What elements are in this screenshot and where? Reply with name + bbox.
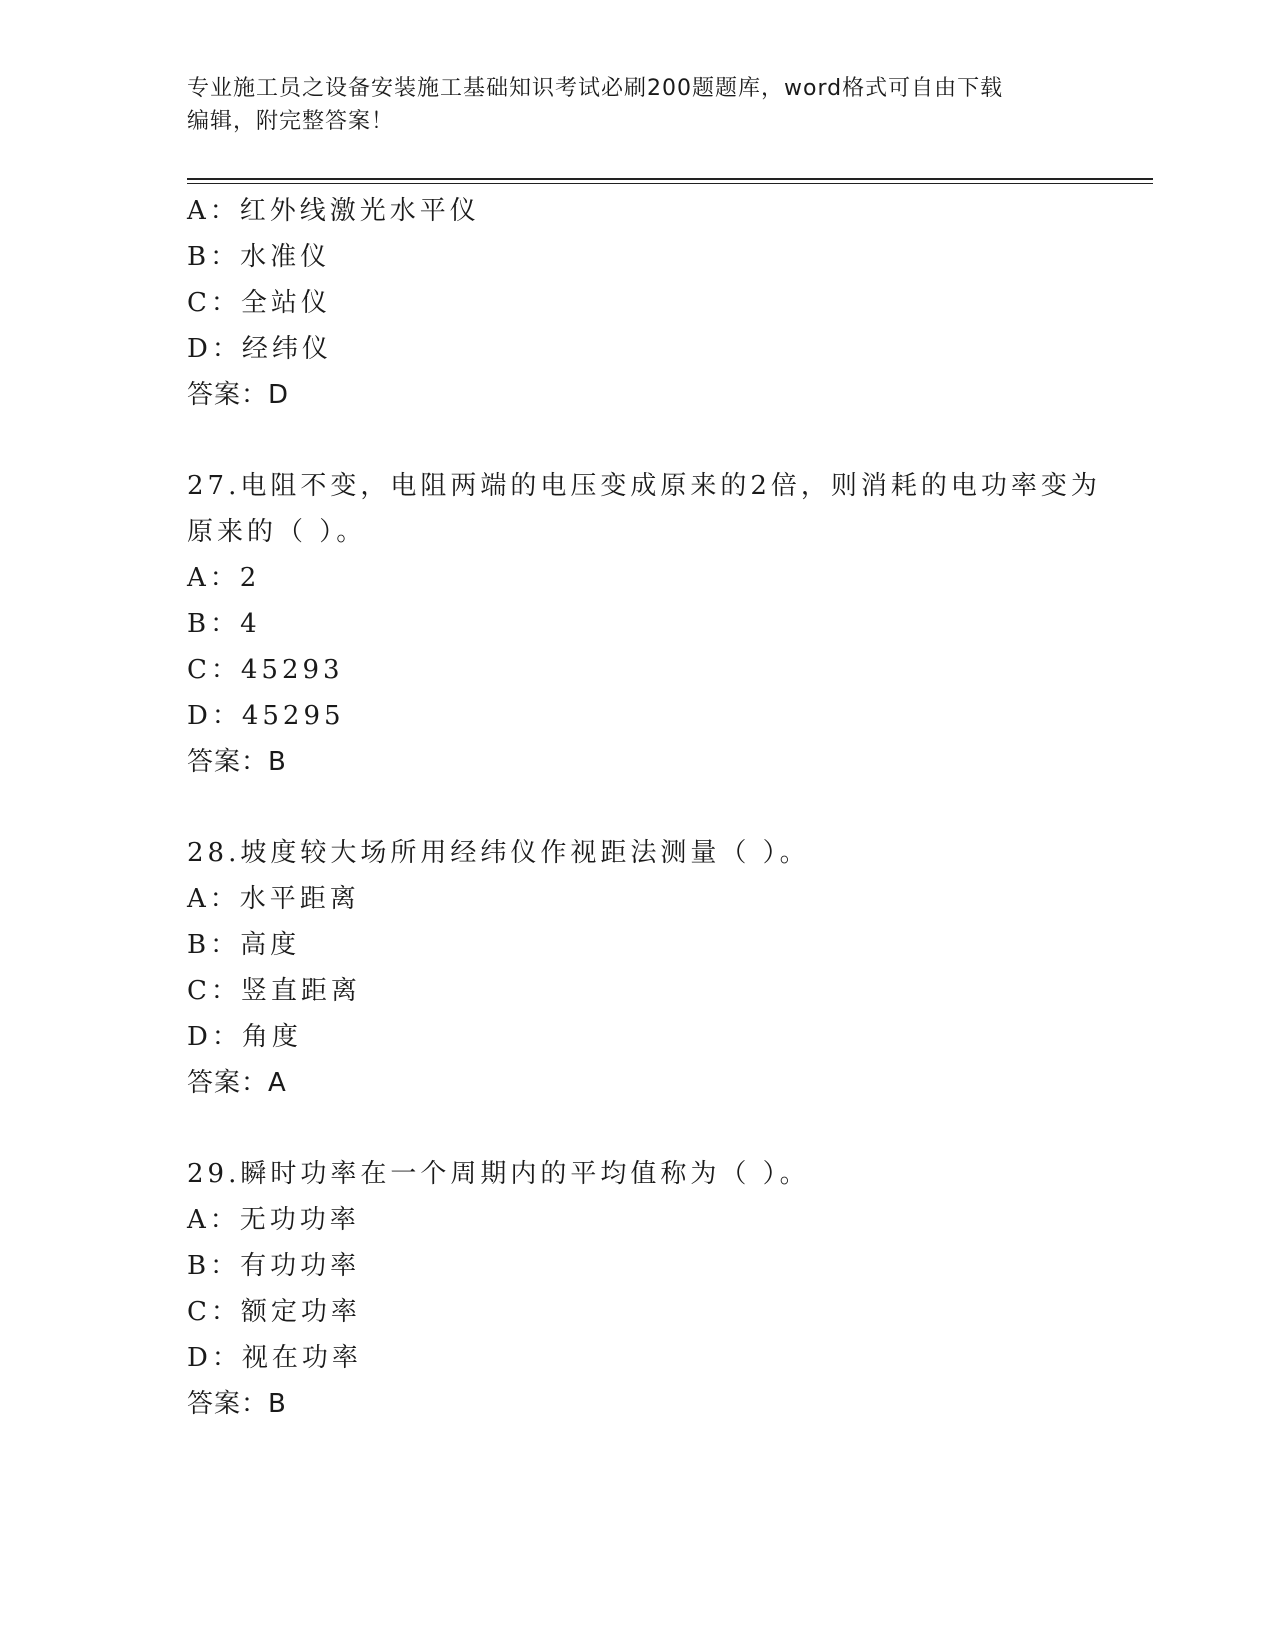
question-29	[187, 1151, 1087, 1427]
question-27	[187, 463, 1101, 785]
header-line-1: 专业施工员之设备安装施工基础知识考试必刷200题题库，word格式可自由下载	[187, 76, 1004, 101]
answer: 答案：B	[187, 747, 287, 777]
option-d: D：经纬仪	[187, 334, 332, 364]
answer: 答案：D	[187, 380, 290, 410]
header-divider-thin	[187, 183, 1153, 184]
spacer	[187, 1106, 1087, 1151]
answer: 答案：A	[187, 1068, 287, 1098]
question-stem: 28.坡度较大场所用经纬仪作视距法测量（ ）。	[187, 838, 810, 868]
option-a: A：红外线激光水平仪	[187, 196, 480, 226]
option-d: D：45295	[187, 701, 345, 731]
question-28	[187, 830, 1087, 1106]
option-d: D：视在功率	[187, 1343, 362, 1373]
spacer	[187, 785, 1087, 830]
option-b: B：水准仪	[187, 242, 331, 272]
document-header	[187, 72, 1067, 138]
option-c: C：竖直距离	[187, 976, 361, 1006]
header-line-2: 编辑，附完整答案！	[187, 109, 395, 134]
question-list	[187, 188, 1101, 1427]
option-c: C：全站仪	[187, 288, 331, 318]
option-a: A：水平距离	[187, 884, 360, 914]
option-a: A：2	[187, 563, 261, 593]
question-stem: 29.瞬时功率在一个周期内的平均值称为（ ）。	[187, 1159, 810, 1189]
header-divider-thick	[187, 178, 1153, 180]
option-b: B：有功功率	[187, 1251, 361, 1281]
question-26	[187, 188, 1087, 418]
option-c: C：额定功率	[187, 1297, 361, 1327]
answer: 答案：B	[187, 1389, 287, 1419]
spacer	[187, 418, 1087, 463]
question-stem-continued: 原来的（ ）。	[187, 517, 367, 547]
question-stem: 27.电阻不变，电阻两端的电压变成原来的2倍，则消耗的电功率变为	[187, 471, 1101, 501]
option-b: B：高度	[187, 930, 301, 960]
option-a: A：无功功率	[187, 1205, 360, 1235]
option-c: C：45293	[187, 655, 344, 685]
option-b: B：4	[187, 609, 261, 639]
option-d: D：角度	[187, 1022, 302, 1052]
